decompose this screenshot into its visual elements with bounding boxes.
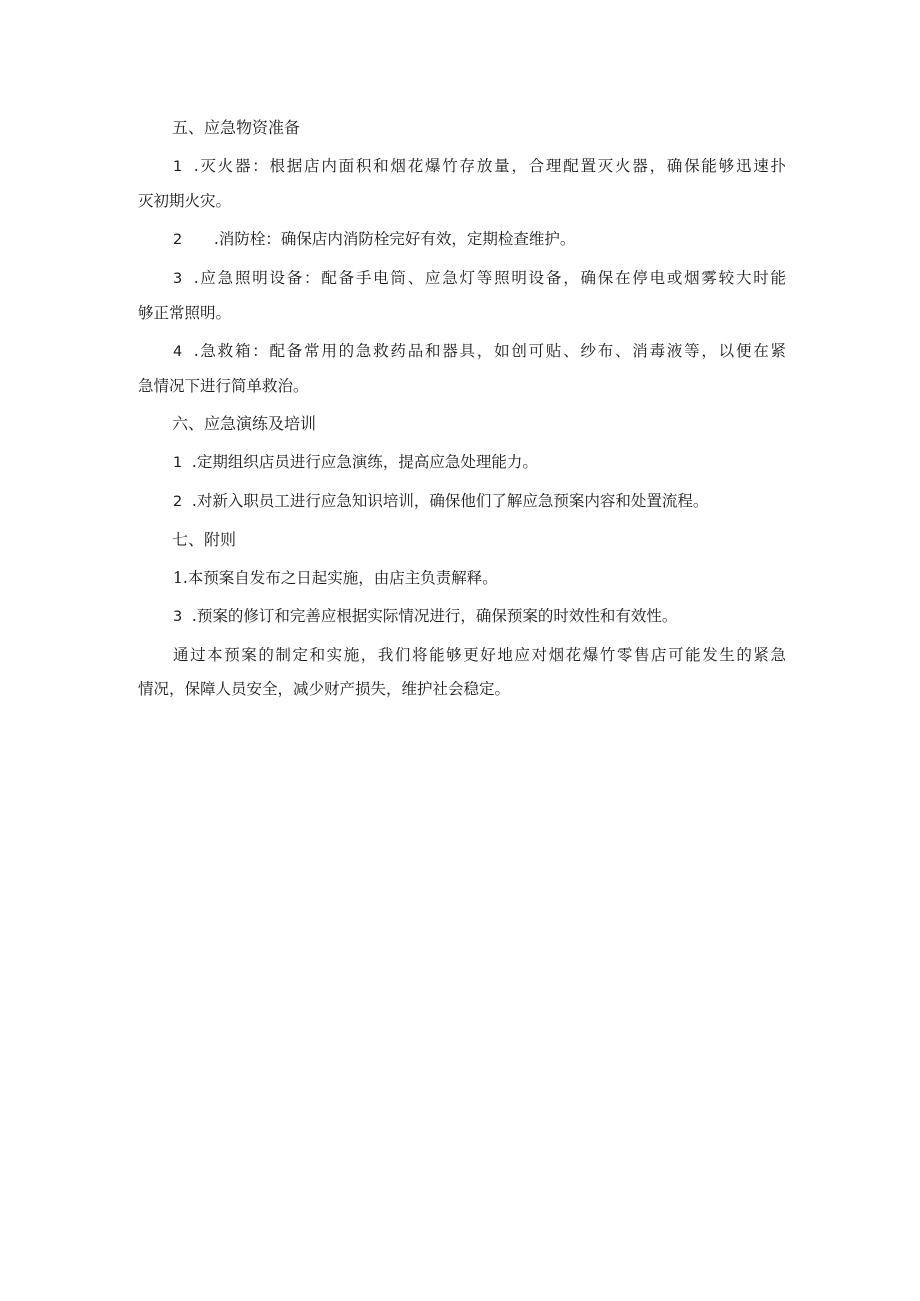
item-text-continued: 急情况下进行简单救治。 [138, 377, 309, 395]
closing-paragraph [138, 645, 786, 699]
section-heading-five: 五、应急物资准备 [172, 118, 301, 137]
item-text: .预案的修订和完善应根据实际情况进行，确保预案的时效性和有效性。 [187, 607, 678, 625]
section-heading-six: 六、应急演练及培训 [172, 414, 317, 433]
item-text: .定期组织店员进行应急演练，提高应急处理能力。 [187, 453, 538, 471]
item-text: .消防栓：确保店内消防栓完好有效，定期检查维护。 [209, 230, 576, 248]
list-item [138, 606, 786, 627]
item-text: .对新入职员工进行应急知识培训，确保他们了解应急预案内容和处置流程。 [187, 492, 709, 510]
item-number: 3 [173, 271, 183, 287]
item-number: 1 [173, 455, 183, 471]
item-text: .灭火器：根据店内面积和烟花爆竹存放量，合理配置灭火器，确保能够迅速扑 [187, 157, 786, 175]
item-text-continued: 够正常照明。 [138, 304, 232, 322]
item-number: 2 [173, 232, 183, 248]
item-text-continued: 灭初期火灾。 [138, 192, 232, 210]
list-item [138, 568, 786, 588]
item-number: 2 [173, 494, 183, 510]
list-item [138, 341, 786, 396]
list-item [138, 491, 786, 512]
item-number: 3 [173, 609, 183, 625]
section-heading-seven: 七、附则 [172, 530, 237, 549]
list-item [138, 452, 786, 473]
item-text: .应急照明设备：配备手电筒、应急灯等照明设备，确保在停电或烟雾较大时能 [187, 269, 786, 287]
closing-text-continued: 情况，保障人员安全，减少财产损失，维护社会稳定。 [138, 680, 511, 698]
closing-text: 通过本预案的制定和实施，我们将能够更好地应对烟花爆竹零售店可能发生的紧急 [173, 646, 786, 664]
list-item [138, 229, 786, 250]
item-text: .急救箱：配备常用的急救药品和器具，如创可贴、纱布、消毒液等，以便在紧 [187, 342, 786, 360]
list-item [138, 156, 786, 211]
document-body [138, 118, 786, 717]
item-number: 4 [173, 344, 183, 360]
item-number: 1 [173, 159, 183, 175]
list-item [138, 268, 786, 323]
item-text: 1.本预案自发布之日起实施，由店主负责解释。 [173, 569, 498, 587]
